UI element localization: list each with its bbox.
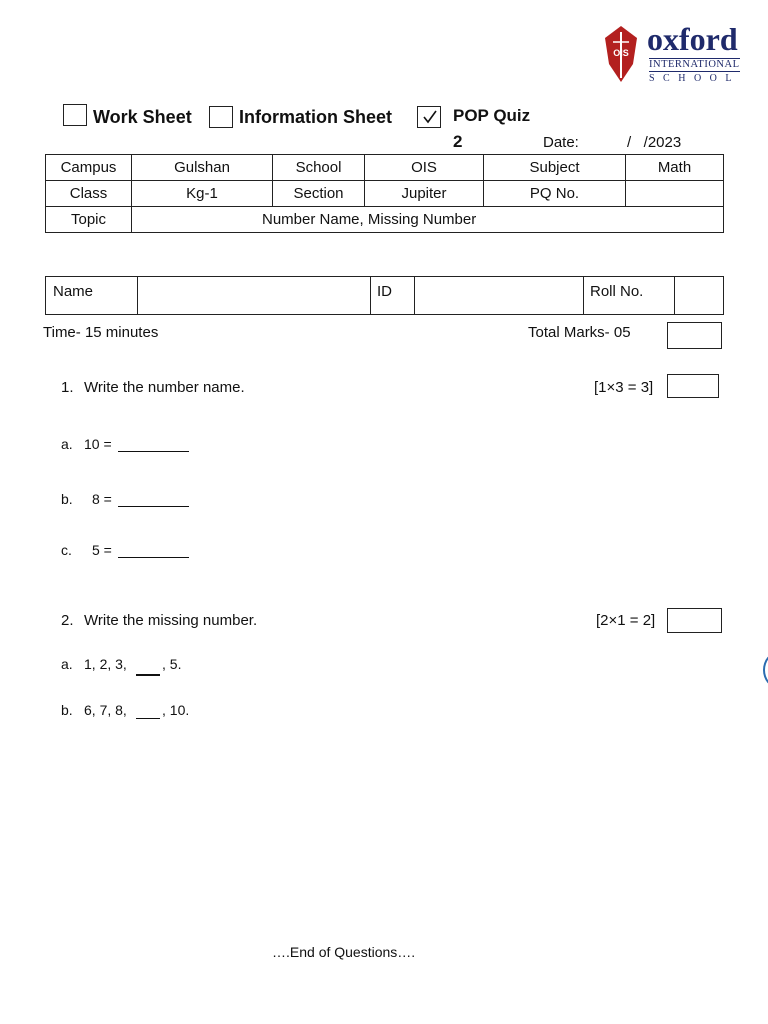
logo-name: oxford — [647, 21, 738, 57]
q1-item-b-letter: b. — [61, 491, 73, 507]
worksheet-checkbox[interactable] — [63, 104, 87, 126]
q2-item-a-after: , 5. — [162, 656, 182, 672]
section-label: Section — [273, 181, 365, 207]
school-logo — [603, 22, 743, 88]
pop-quiz-label: POP Quiz — [453, 106, 531, 125]
q2-score-box[interactable] — [667, 608, 722, 633]
id-field[interactable] — [415, 277, 584, 315]
subject-label: Subject — [484, 155, 626, 181]
roll-no-label: Roll No. — [584, 277, 675, 315]
q2-marks: [2×1 = 2] — [596, 612, 656, 629]
pq-label: PQ No. — [484, 181, 626, 207]
q1-item-a-letter: a. — [61, 436, 73, 452]
topic-label: Topic — [46, 207, 132, 233]
q2-number: 2. — [61, 612, 74, 629]
q2-text: Write the missing number. — [84, 612, 258, 629]
logo-line3: S C H O O L — [649, 73, 735, 84]
q2-item-b-before: 6, 7, 8, — [84, 702, 127, 718]
q1-item-c-letter: c. — [61, 542, 72, 558]
pop-quiz-checkbox[interactable] — [417, 106, 441, 128]
campus-value: Gulshan — [132, 155, 273, 181]
school-value: OIS — [365, 155, 484, 181]
section-value: Jupiter — [365, 181, 484, 207]
subject-value: Math — [626, 155, 724, 181]
q1-number: 1. — [61, 379, 74, 396]
end-of-questions: ….End of Questions…. — [272, 944, 416, 960]
time-limit: Time- 15 minutes — [43, 324, 159, 341]
name-label: Name — [46, 277, 138, 315]
class-label: Class — [46, 181, 132, 207]
roll-no-field[interactable] — [675, 277, 724, 315]
school-label: School — [273, 155, 365, 181]
q1-item-b-text: 8 = — [92, 491, 112, 507]
shield-icon — [603, 24, 639, 86]
name-field[interactable] — [138, 277, 371, 315]
q1-marks: [1×3 = 3] — [594, 379, 654, 396]
q2-item-a-letter: a. — [61, 656, 73, 672]
q2-item-a-answer-blank[interactable] — [136, 660, 160, 676]
worksheet-label: Work Sheet — [93, 107, 192, 127]
campus-label: Campus — [46, 155, 132, 181]
q2-item-b-after: , 10. — [162, 702, 190, 718]
logo-line2: INTERNATIONAL — [649, 59, 740, 70]
total-marks-box[interactable] — [667, 322, 722, 349]
student-table — [45, 276, 724, 315]
q1-item-b-answer-blank[interactable] — [118, 492, 189, 507]
q1-item-a-answer-blank[interactable] — [118, 437, 189, 452]
q1-item-c-answer-blank[interactable] — [118, 543, 189, 558]
q1-text: Write the number name. — [84, 379, 245, 396]
q2-item-a-before: 1, 2, 3, — [84, 656, 127, 672]
q2-item-b-answer-blank[interactable] — [136, 704, 160, 719]
information-sheet-checkbox[interactable] — [209, 106, 233, 128]
checkmark-icon — [419, 107, 441, 127]
q1-item-c-text: 5 = — [92, 542, 112, 558]
quiz-number: 2 — [453, 132, 463, 151]
q1-item-a-text: 10 = — [84, 436, 112, 452]
total-marks: Total Marks- 05 — [528, 324, 631, 341]
q1-score-box[interactable] — [667, 374, 719, 398]
date-value: / /2023 — [627, 134, 682, 151]
topic-value: Number Name, Missing Number — [132, 207, 724, 233]
edge-circle-decoration — [763, 652, 768, 688]
pq-value-field[interactable] — [626, 181, 724, 207]
id-label: ID — [371, 277, 415, 315]
q2-item-b-letter: b. — [61, 702, 73, 718]
logo-monogram: OIS — [613, 48, 629, 58]
info-table — [45, 154, 724, 233]
date-label: Date: — [543, 134, 579, 151]
class-value: Kg-1 — [132, 181, 273, 207]
information-sheet-label: Information Sheet — [239, 107, 393, 127]
